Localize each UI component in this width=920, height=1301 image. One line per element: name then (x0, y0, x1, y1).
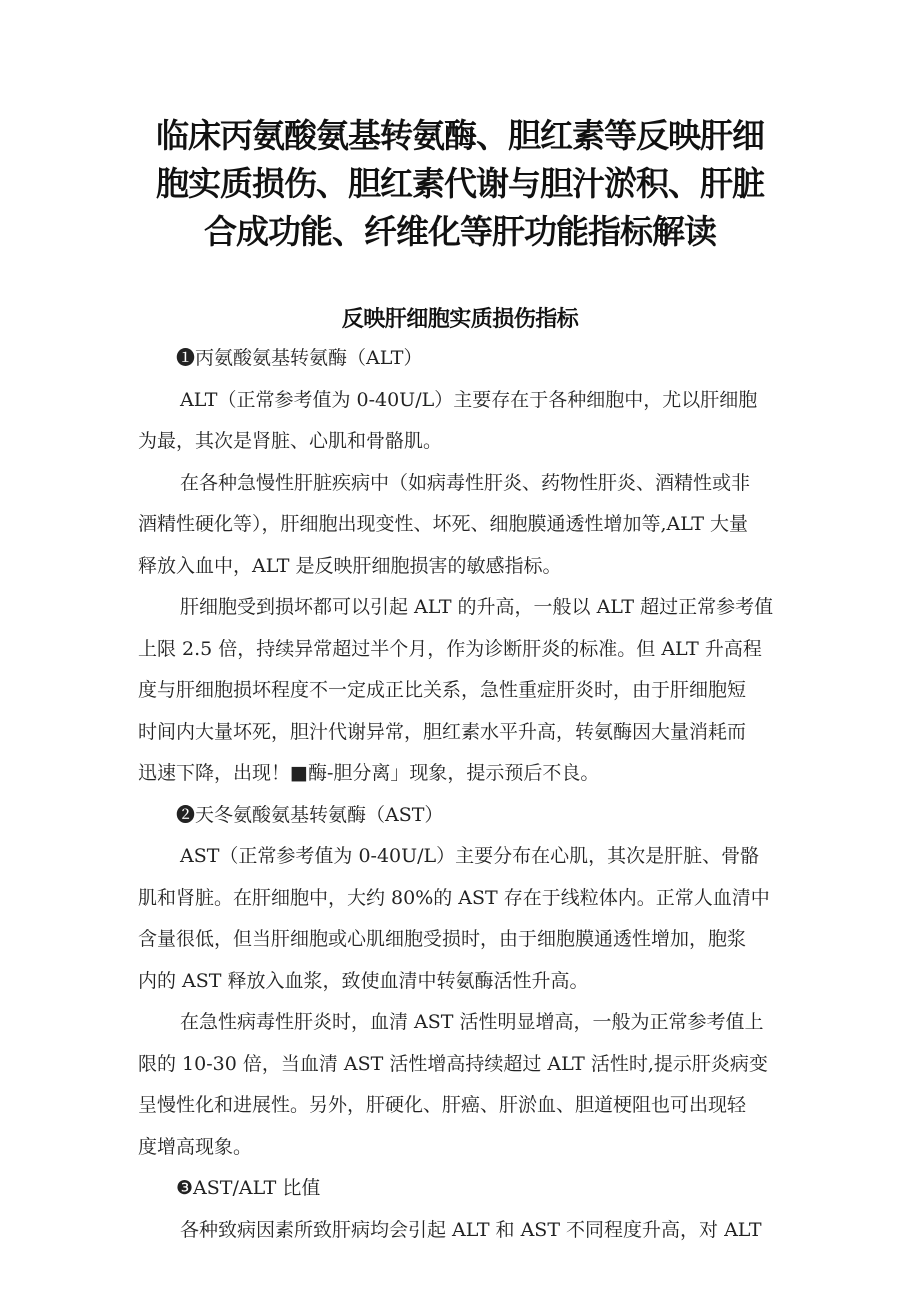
paragraph-line: 呈慢性化和进展性。另外，肝硬化、肝癌、肝淤血、胆道梗阻也可出现轻 (138, 1094, 747, 1116)
paragraph-line: 度增高现象。 (138, 1135, 253, 1158)
paragraph (138, 1210, 786, 1252)
paragraph-line: 在各种急慢性肝脏疾病中（如病毒性肝炎、药物性肝炎、酒精性或非 (180, 471, 751, 494)
section-heading: 反映肝细胞实质损伤指标 (341, 307, 579, 332)
title-line: 合成功能、纤维化等肝功能指标解读 (204, 212, 716, 251)
item-heading-ratio (138, 1168, 786, 1210)
paragraph-line: 迅速下降，出现！■酶-胆分离」现象，提示预后不良。 (138, 762, 600, 784)
paragraph-line: 肌和肾脏。在肝细胞中，大约 80%的 AST 存在于线粒体内。正常人血清中 (138, 886, 770, 909)
item-heading-line: ❶丙氨酸氨基转氨酶（ALT） (176, 347, 423, 369)
title-line: 临床丙氨酸氨基转氨酶、胆红素等反映肝细 (156, 116, 764, 155)
paragraph-line: 内的 AST 释放入血浆，致使血清中转氨酶活性升高。 (138, 969, 589, 992)
paragraph-line: ALT（正常参考值为 0-40U/L）主要存在于各种细胞中，尤以肝细胞 (180, 388, 758, 411)
paragraph (138, 380, 786, 463)
paragraph (138, 463, 786, 588)
item-heading-ast (138, 795, 786, 837)
item-heading-alt (138, 338, 786, 380)
paragraph-line: 度与肝细胞损坏程度不一定成正比关系，急性重症肝炎时，由于肝细胞短 (138, 679, 747, 701)
item-heading-line: ❷天冬氨酸氨基转氨酶（AST） (176, 803, 444, 826)
paragraph (138, 836, 786, 1002)
paragraph-line: 限的 10-30 倍，当血清 AST 活性增高持续超过 ALT 活性时,提示肝炎病变 (138, 1052, 768, 1075)
paragraph-line: 各种致病因素所致肝病均会引起 ALT 和 AST 不同程度升高，对 ALT (180, 1218, 762, 1241)
paragraph-line: 时间内大量坏死，胆汁代谢异常，胆红素水平升高，转氨酶因大量消耗而 (138, 720, 747, 743)
paragraph-line: 肝细胞受到损坏都可以引起 ALT 的升高，一般以 ALT 超过正常参考值 (180, 596, 774, 618)
title-line: 胞实质损伤、胆红素代谢与胆汁淤积、肝脏 (156, 164, 764, 203)
paragraph-line: 酒精性硬化等），肝细胞出现变性、坏死、细胞膜通透性增加等,ALT 大量 (138, 513, 749, 535)
paragraph-line: 释放入血中，ALT 是反映肝细胞损害的敏感指标。 (138, 554, 562, 577)
paragraph (138, 587, 786, 795)
document-title (120, 112, 800, 256)
item-heading-line: ❸AST/ALT 比值 (176, 1177, 321, 1199)
paragraph (138, 1002, 786, 1168)
paragraph-line: 为最，其次是肾脏、心肌和骨骼肌。 (138, 430, 443, 452)
body-text (138, 338, 786, 1251)
paragraph-line: 上限 2.5 倍，持续异常超过半个月，作为诊断肝炎的标准。但 ALT 升高程 (138, 637, 762, 660)
paragraph-line: 在急性病毒性肝炎时，血清 AST 活性明显增高，一般为正常参考值上 (180, 1011, 764, 1033)
paragraph-line: AST（正常参考值为 0-40U/L）主要分布在心肌，其次是肝脏、骨骼 (180, 845, 760, 867)
paragraph-line: 含量很低，但当肝细胞或心肌细胞受损时，由于细胞膜通透性增加，胞浆 (138, 928, 747, 950)
